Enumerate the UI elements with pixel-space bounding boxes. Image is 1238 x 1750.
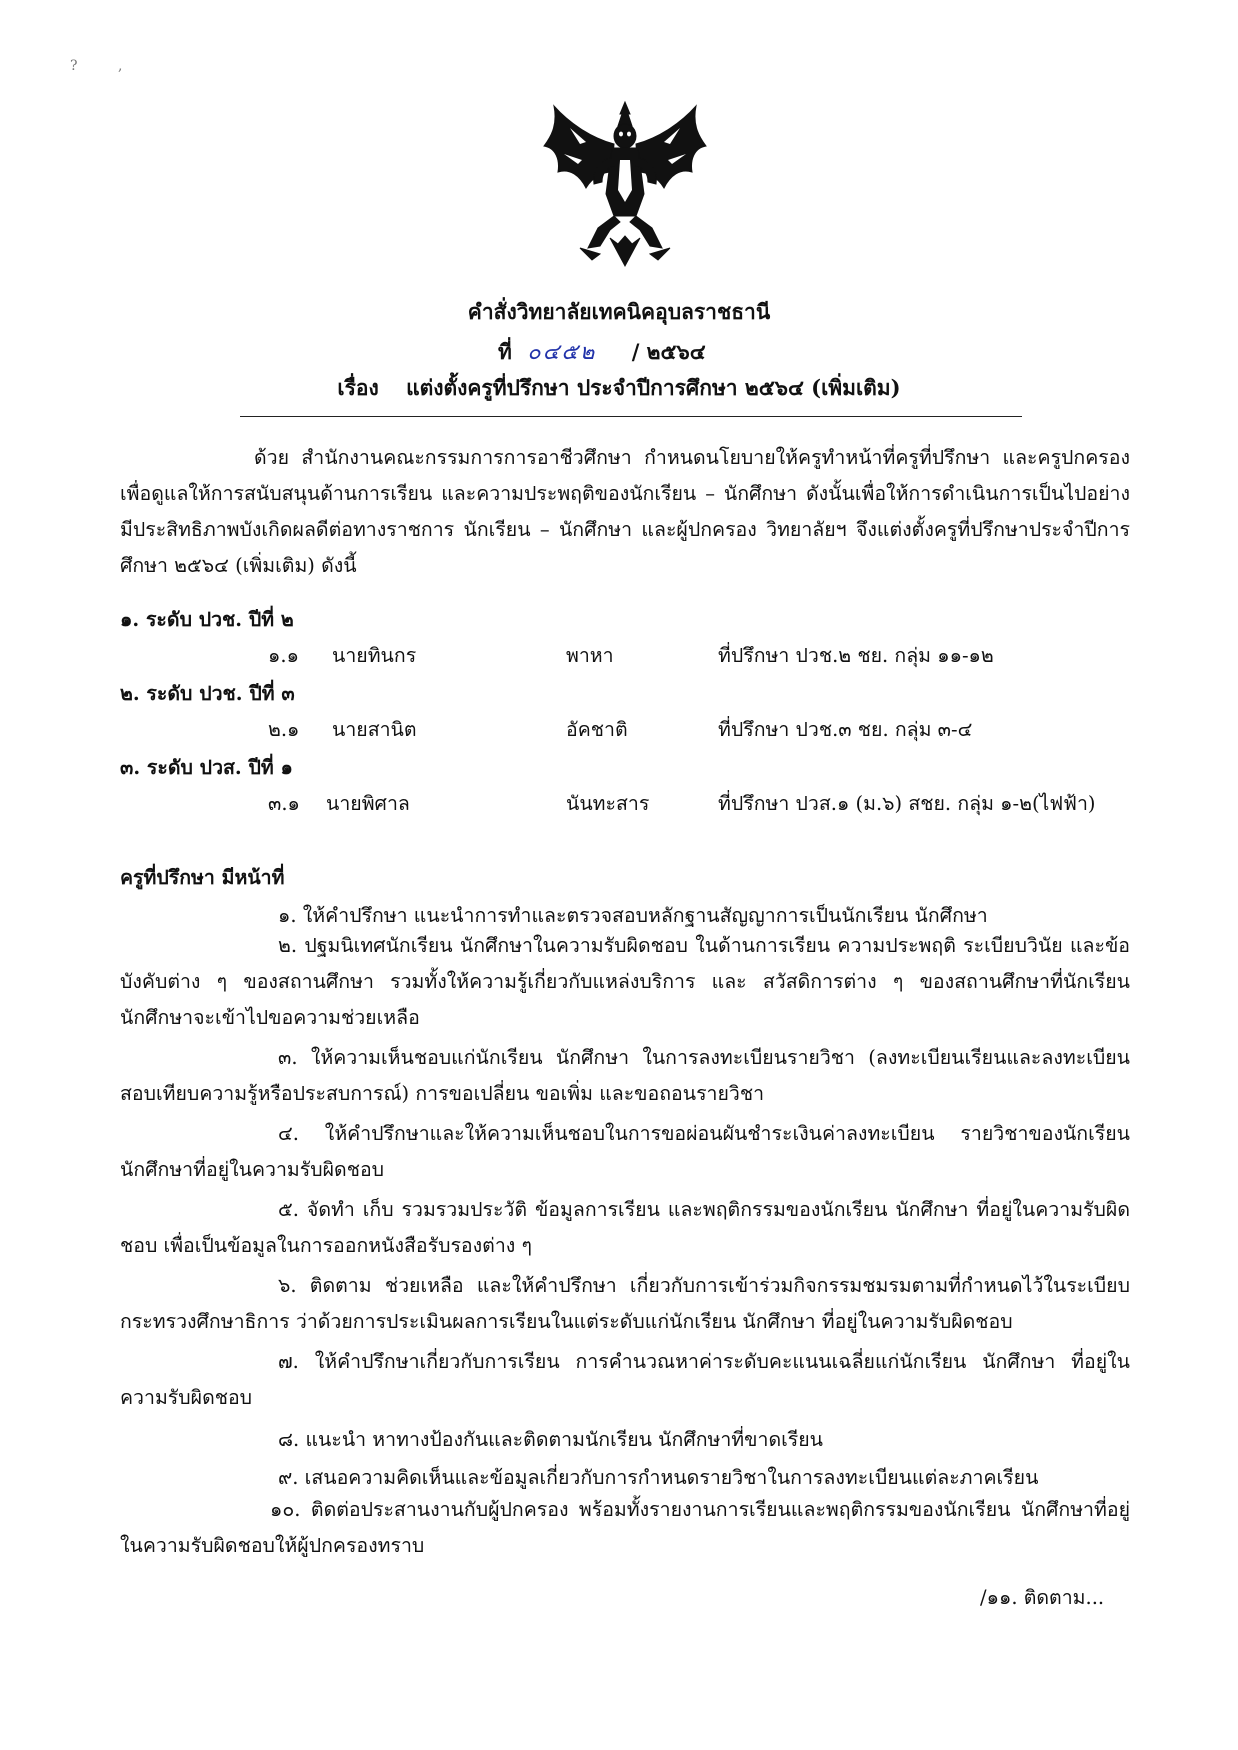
entry-last-name: พาหา	[566, 644, 614, 667]
subject-label: เรื่อง	[337, 375, 379, 400]
duty-item: ๕. จัดทำ เก็บ รวมรวมประวัติ ข้อมูลการเรียน และพฤติกรรมของนักเรียน นักศึกษา ที่อยู่ในความรับผิดชอบ เพื่อเป็นข้อมูลในการออกหนังสือรับรองต่าง ๆ	[120, 1198, 1130, 1257]
entry-last-name: อัคชาติ	[566, 718, 628, 741]
duty-item: ๖. ติดตาม ช่วยเหลือ และให้คำปรึกษา เกี่ยวกับการเข้าร่วมกิจกรรมชมรมตามที่กำหนดไว้ในระเบียบกระทรวงศึกษาธิการ ว่าด้วยการประเมินผลการเรียนในแต่ระดับแก่นักเรียน นักศึกษา ที่อยู่ในความรับผิดชอบ	[120, 1274, 1130, 1333]
entry-first-name: นายทินกร	[332, 644, 417, 667]
order-number	[498, 334, 706, 369]
entry-assignment: ที่ปรึกษา ปวช.๓ ชย. กลุ่ม ๓-๔	[718, 718, 973, 741]
duty-item: ๘. แนะนำ หาทางป้องกันและติดตามนักเรียน นักศึกษาที่ขาดเรียน	[278, 1428, 824, 1451]
duties-heading: ครูที่ปรึกษา มีหน้าที่	[120, 866, 285, 889]
header-divider	[240, 416, 1022, 417]
duty-item: ๓. ให้ความเห็นชอบแก่นักเรียน นักศึกษา ในการลงทะเบียนรายวิชา (ลงทะเบียนเรียนและลงทะเบียนสอบเทียบความรู้หรือประสบการณ์) การขอเปลี่ยน ขอเพิ่ม และขอถอนรายวิชา	[120, 1046, 1130, 1105]
duty-item: ๒. ปฐมนิเทศนักเรียน นักศึกษาในความรับผิดชอบ ในด้านการเรียน ความประพฤติ ระเบียบวินัย และข้อบังคับต่าง ๆ ของสถานศึกษา รวมทั้งให้ความรู้เกี่ยวกับแหล่งบริการ และ สวัสดิการต่าง ๆ ของสถานศึกษาที่นักเรียน นักศึกษาจะเข้าไปขอความช่วยเหลือ	[120, 934, 1130, 1029]
order-year: / ๒๕๖๔	[631, 339, 706, 364]
entry-last-name: นันทะสาร	[566, 792, 650, 815]
level-heading: ๒. ระดับ ปวช. ปีที่ ๓	[120, 682, 295, 705]
duty-item: ๑. ให้คำปรึกษา แนะนำการทำและตรวจสอบหลักฐานสัญญาการเป็นนักเรียน นักศึกษา	[278, 904, 988, 927]
subject-line	[0, 372, 1238, 405]
corner-marks: ? ,	[70, 58, 141, 74]
entry-first-name: นายสานิต	[332, 718, 417, 741]
document-title: คำสั่งวิทยาลัยเทคนิคอุบลราชธานี	[467, 299, 771, 324]
order-number-handwritten: ๐๔๕๒	[527, 340, 597, 365]
order-prefix: ที่	[498, 339, 512, 364]
entry-number: ๓.๑	[268, 792, 300, 815]
garuda-emblem-icon	[540, 98, 710, 268]
level-heading: ๓. ระดับ ปวส. ปีที่ ๑	[120, 756, 293, 779]
level-heading: ๑. ระดับ ปวช. ปีที่ ๒	[120, 608, 294, 631]
entry-assignment: ที่ปรึกษา ปวช.๒ ชย. กลุ่ม ๑๑-๑๒	[718, 644, 994, 667]
continuation-marker: /๑๑. ติดตาม...	[980, 1586, 1105, 1609]
duty-item: ๔. ให้คำปรึกษาและให้ความเห็นชอบในการขอผ่อนผันชำระเงินค่าลงทะเบียน รายวิชาของนักเรียน นักศึกษาที่อยู่ในความรับผิดชอบ	[120, 1122, 1130, 1181]
entry-first-name: นายพิศาล	[326, 792, 410, 815]
duty-item: ๗. ให้คำปรึกษาเกี่ยวกับการเรียน การคำนวณหาค่าระดับคะแนนเฉลี่ยแก่นักเรียน นักศึกษา ที่อยู่ในความรับผิดชอบ	[120, 1350, 1130, 1409]
entry-number: ๑.๑	[268, 644, 299, 667]
duty-item: ๙. เสนอความคิดเห็นและข้อมูลเกี่ยวกับการกำหนดรายวิชาในการลงทะเบียนแต่ละภาคเรียน	[278, 1466, 1039, 1489]
entry-assignment: ที่ปรึกษา ปวส.๑ (ม.๖) สชย. กลุ่ม ๑-๒(ไฟฟ้า)	[718, 792, 1096, 815]
duty-item: ๑๐. ติดต่อประสานงานกับผู้ปกครอง พร้อมทั้งรายงานการเรียนและพฤติกรรมของนักเรียน นักศึกษาที่อยู่ในความรับผิดชอบให้ผู้ปกครองทราบ	[120, 1498, 1130, 1557]
intro-paragraph: ด้วย สำนักงานคณะกรรมการการอาชีวศึกษา กำหนดนโยบายให้ครูทำหน้าที่ครูที่ปรึกษา และครูปกครอง เพื่อดูแลให้การสนับสนุนด้านการเรียน และความประพฤติของนักเรียน – นักศึกษา ดังนั้นเพื่อให้การดำเนินการเป็นไปอย่างมีประสิทธิภาพบังเกิดผลดีต่อทางราชการ นักเรียน – นักศึกษา และผู้ปกครอง วิทยาลัยฯ จึงแต่งตั้งครูที่ปรึกษาประจำปีการศึกษา ๒๕๖๔ (เพิ่มเติม) ดังนี้	[120, 446, 1130, 577]
entry-number: ๒.๑	[268, 718, 300, 741]
subject-text: แต่งตั้งครูที่ปรึกษา ประจำปีการศึกษา ๒๕๖๔ (เพิ่มเติม)	[406, 375, 901, 400]
